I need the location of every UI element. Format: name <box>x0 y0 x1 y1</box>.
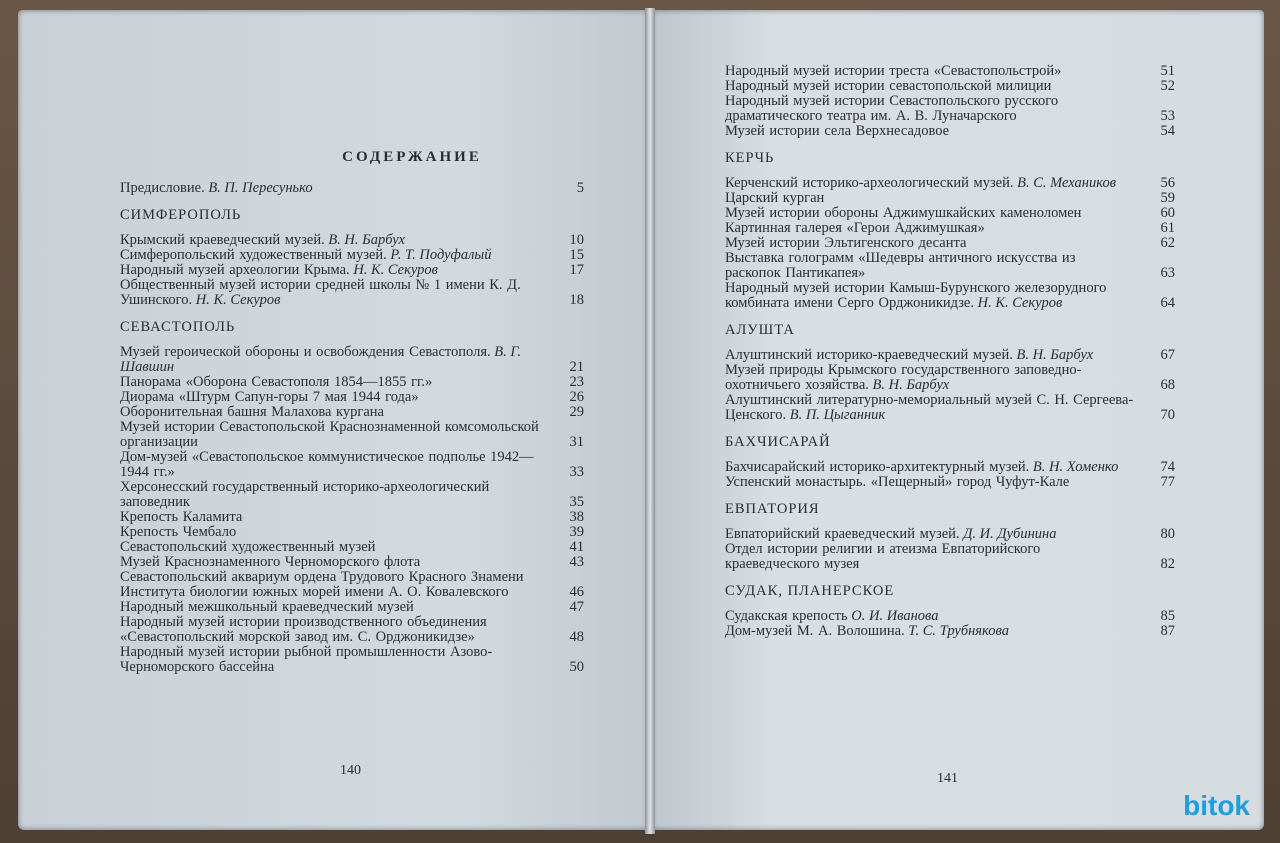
left-toc-column <box>120 150 584 675</box>
entry-page: 33 <box>569 464 584 480</box>
entry-title: Севастопольский художественный музей <box>120 539 376 555</box>
entry-page: 18 <box>569 292 584 308</box>
toc-entry <box>725 176 1175 191</box>
toc-entry <box>725 94 1175 124</box>
toc-entry <box>120 645 584 675</box>
right-toc-column <box>725 64 1175 639</box>
entry-title: Алуштинский историко-краеведческий музей. <box>725 347 1013 363</box>
toc-entry <box>120 525 584 540</box>
entry-page: 35 <box>569 494 584 510</box>
toc-entry <box>120 450 584 480</box>
entry-author: В. Н. Барбух <box>872 377 950 393</box>
entry-title: Народный музей археологии Крыма. <box>120 262 350 278</box>
toc-entry <box>120 555 584 570</box>
entry-page: 10 <box>569 232 584 248</box>
entry-author: Р. Т. Подуфалый <box>390 247 492 263</box>
toc-entry <box>120 615 584 645</box>
entry-author: В. Н. Барбух <box>328 232 405 248</box>
entry-author: В. С. Механиков <box>1017 175 1116 191</box>
entry-author: Т. С. Трубнякова <box>908 623 1009 639</box>
entry-title: Керченский историко-археологический музей. <box>725 175 1014 191</box>
toc-entry <box>725 79 1175 94</box>
entry-title: Крепость Чембало <box>120 524 237 540</box>
toc-entry <box>725 542 1175 572</box>
toc-entry <box>725 281 1175 311</box>
entry-page: 5 <box>576 180 584 196</box>
toc-entry <box>120 375 584 390</box>
entry-title: Народный музей истории рыбной промышленности Азово-Черноморского бассейна <box>120 644 493 675</box>
toc-entry <box>725 251 1175 281</box>
watermark-logo: bitok <box>1183 790 1250 821</box>
toc-entry <box>725 348 1175 363</box>
entry-page: 51 <box>1160 63 1175 79</box>
entry-title: Судакская крепость <box>725 608 848 624</box>
entry-page: 26 <box>569 389 584 405</box>
section-heading: КЕРЧЬ <box>725 150 775 166</box>
entry-title: Евпаторийский краеведческий музей. <box>725 526 960 542</box>
toc-entry-intro <box>120 181 584 196</box>
entry-author: О. И. Иванова <box>851 608 939 624</box>
entry-title: Общественный музей истории средней школы № 1 имени К. Д. Ушинского. <box>120 277 521 308</box>
toc-heading: СОДЕРЖАНИЕ <box>342 149 482 165</box>
toc-entry <box>725 475 1175 490</box>
entry-page: 21 <box>569 359 584 375</box>
entry-author: В. Н. Барбух <box>1016 347 1094 363</box>
page-number-right: 141 <box>937 771 958 786</box>
toc-entry <box>725 393 1175 423</box>
entry-author: В. П. Пересунько <box>208 180 313 196</box>
toc-entry <box>725 191 1175 206</box>
toc-entry <box>725 527 1175 542</box>
entry-title: Музей истории Эльтигенского десанта <box>725 235 967 251</box>
section-heading: АЛУШТА <box>725 322 795 338</box>
entry-title: Народный музей истории Севастопольского русского драматического театра им. А. В. Луначарского <box>725 93 1059 124</box>
entry-page: 47 <box>569 599 584 615</box>
book-gutter <box>645 8 655 834</box>
toc-entry <box>120 263 584 278</box>
toc-entry <box>120 570 584 600</box>
toc-entry <box>120 233 584 248</box>
entry-page: 38 <box>569 509 584 525</box>
section-heading: СУДАК, ПЛАНЕРСКОЕ <box>725 583 895 599</box>
entry-page: 15 <box>569 247 584 263</box>
entry-title: Народный межшкольный краеведческий музей <box>120 599 414 615</box>
entry-page: 31 <box>569 434 584 450</box>
entry-page: 85 <box>1160 608 1175 624</box>
entry-title: Панорама «Оборона Севастополя 1854—1855 гг.» <box>120 374 433 390</box>
left-sections <box>120 208 584 675</box>
entry-author: Н. К. Секуров <box>195 292 281 308</box>
page-number-left: 140 <box>340 763 361 778</box>
toc-entry <box>120 405 584 420</box>
section-heading: БАХЧИСАРАЙ <box>725 434 831 450</box>
entry-title: Отдел истории религии и атеизма Евпаторийского краеведческого музея <box>725 541 1041 572</box>
toc-entry <box>725 460 1175 475</box>
toc-entry <box>725 124 1175 139</box>
toc-entry <box>725 363 1175 393</box>
entry-author: В. Г. Шавшин <box>120 344 522 375</box>
entry-page: 67 <box>1160 347 1175 363</box>
entry-page: 59 <box>1160 190 1175 206</box>
entry-title: Музей истории обороны Аджимушкайских каменоломен <box>725 205 1082 221</box>
section-heading: СЕВАСТОПОЛЬ <box>120 319 236 335</box>
toc-entry <box>120 248 584 263</box>
toc-entry <box>120 390 584 405</box>
entry-title: Крымский краеведческий музей. <box>120 232 325 248</box>
entry-page: 82 <box>1160 556 1175 572</box>
entry-page: 87 <box>1160 623 1175 639</box>
right-sections <box>725 64 1175 639</box>
entry-title: Музей истории Севастопольской Краснознаменной комсомольской организации <box>120 419 539 450</box>
section-heading: СИМФЕРОПОЛЬ <box>120 207 242 223</box>
entry-title: Картинная галерея «Герои Аджимушкая» <box>725 220 985 236</box>
entry-title: Предисловие. <box>120 180 205 196</box>
entry-page: 61 <box>1160 220 1175 236</box>
entry-page: 29 <box>569 404 584 420</box>
entry-page: 43 <box>569 554 584 570</box>
entry-title: Херсонесский государственный историко-археологический заповедник <box>120 479 490 510</box>
toc-entry <box>725 206 1175 221</box>
toc-entry <box>120 510 584 525</box>
entry-title: Выставка голограмм «Шедевры античного искусства из раскопок Пантикапея» <box>725 250 1076 281</box>
toc-entry <box>725 221 1175 236</box>
entry-title: Музей природы Крымского государственного заповедно-охотничьего хозяйства. <box>725 362 1082 393</box>
entry-title: Музей Краснознаменного Черноморского флота <box>120 554 421 570</box>
entry-author: В. П. Цыганник <box>789 407 886 423</box>
entry-page: 80 <box>1160 526 1175 542</box>
toc-entry <box>120 600 584 615</box>
entry-page: 74 <box>1160 459 1175 475</box>
entry-page: 56 <box>1160 175 1175 191</box>
entry-page: 64 <box>1160 295 1175 311</box>
toc-entry <box>120 420 584 450</box>
toc-entry <box>725 624 1175 639</box>
entry-page: 46 <box>569 584 584 600</box>
toc-entry <box>120 278 584 308</box>
entry-page: 77 <box>1160 474 1175 490</box>
entry-title: Крепость Каламита <box>120 509 243 525</box>
entry-title: Успенский монастырь. «Пещерный» город Чуфут-Кале <box>725 474 1070 490</box>
entry-page: 23 <box>569 374 584 390</box>
entry-page: 54 <box>1160 123 1175 139</box>
toc-entry <box>120 345 584 375</box>
entry-title: Симферопольский художественный музей. <box>120 247 387 263</box>
entry-page: 17 <box>569 262 584 278</box>
entry-title: Оборонительная башня Малахова кургана <box>120 404 384 420</box>
entry-title: Дом-музей М. А. Волошина. <box>725 623 905 639</box>
entry-title: Музей героической обороны и освобождения Севастополя. <box>120 344 491 360</box>
entry-author: Д. И. Дубинина <box>963 526 1057 542</box>
entry-author: В. Н. Хоменко <box>1032 459 1119 475</box>
entry-title: Народный музей истории треста «Севастопольстрой» <box>725 63 1062 79</box>
entry-page: 70 <box>1160 407 1175 423</box>
entry-page: 52 <box>1160 78 1175 94</box>
entry-title: Севастопольский аквариум ордена Трудового Красного Знамени Института биологии южных морей имени А. О. Ковалевского <box>120 569 524 600</box>
entry-page: 53 <box>1160 108 1175 124</box>
entry-title: Царский курган <box>725 190 825 206</box>
toc-entry <box>725 64 1175 79</box>
toc-entry <box>725 236 1175 251</box>
entry-title: Бахчисарайский историко-архитектурный музей. <box>725 459 1030 475</box>
entry-page: 50 <box>569 659 584 675</box>
entry-page: 63 <box>1160 265 1175 281</box>
entry-title: Народный музей истории Камыш-Бурунского железорудного комбината имени Серго Орджоникидзе. <box>725 280 1107 311</box>
entry-page: 62 <box>1160 235 1175 251</box>
entry-title: Музей истории села Верхнесадовое <box>725 123 950 139</box>
entry-title: Диорама «Штурм Сапун-горы 7 мая 1944 года» <box>120 389 419 405</box>
entry-page: 48 <box>569 629 584 645</box>
toc-entry <box>120 480 584 510</box>
toc-entry <box>725 609 1175 624</box>
entry-author: Н. К. Секуров <box>353 262 438 278</box>
entry-page: 68 <box>1160 377 1175 393</box>
entry-title: Алуштинский литературно-мемориальный музей С. Н. Сергеева-Ценского. <box>725 392 1134 423</box>
toc-entry <box>120 540 584 555</box>
entry-title: Дом-музей «Севастопольское коммунистическое подполье 1942—1944 гг.» <box>120 449 534 480</box>
entry-page: 41 <box>569 539 584 555</box>
entry-page: 39 <box>569 524 584 540</box>
entry-title: Народный музей истории севастопольской милиции <box>725 78 1052 94</box>
section-heading: ЕВПАТОРИЯ <box>725 501 820 517</box>
entry-page: 60 <box>1160 205 1175 221</box>
entry-author: Н. К. Секуров <box>977 295 1063 311</box>
entry-title: Народный музей истории производственного объединения «Севастопольский морской завод им. С. Орджоникидзе» <box>120 614 487 645</box>
